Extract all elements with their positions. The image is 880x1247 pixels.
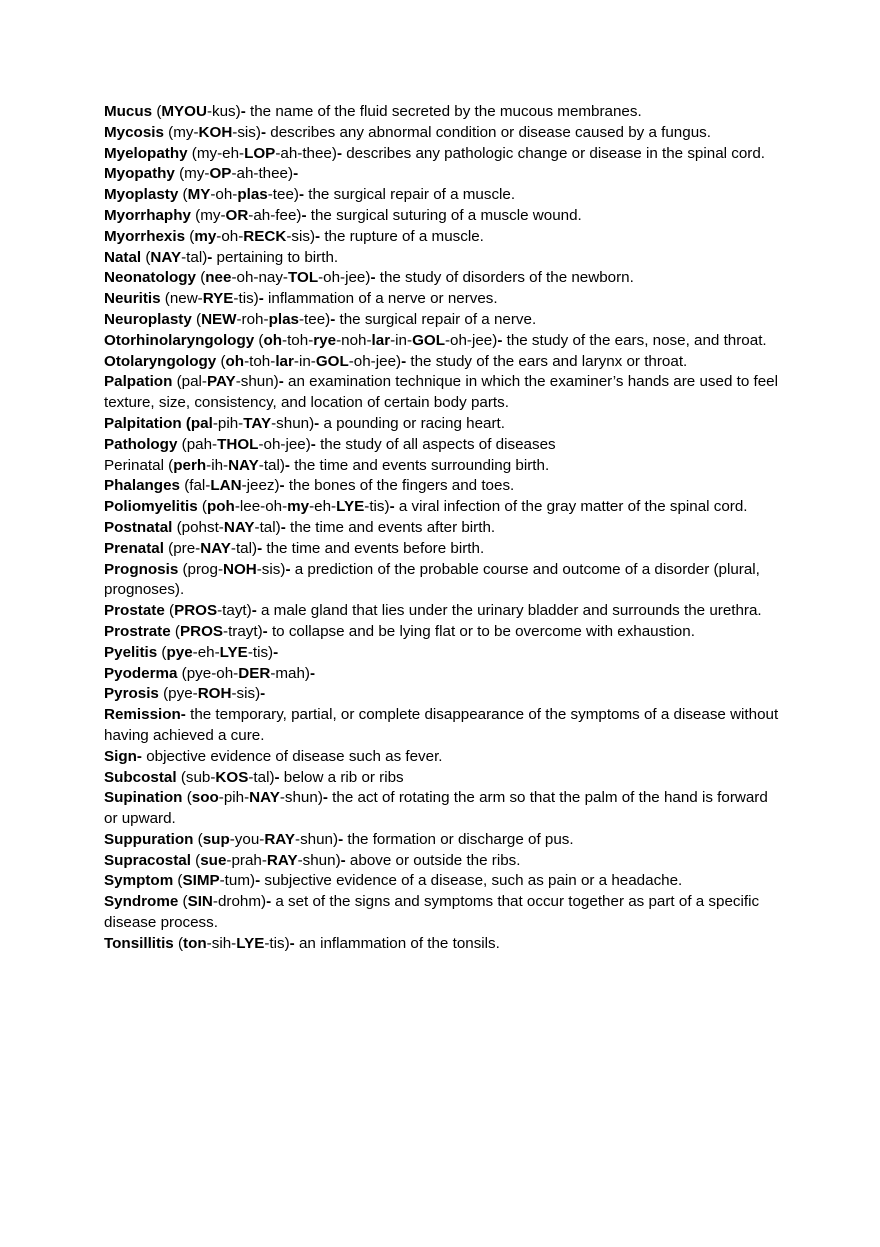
glossary-entry-myelopathy (104, 144, 784, 165)
bold-text: pal (190, 414, 213, 432)
bold-text: - (284, 456, 290, 474)
bold-text: Myopathy (104, 165, 175, 183)
regular-text: the bones of the fingers and toes. (284, 477, 515, 495)
regular-text: -in- (293, 352, 316, 370)
bold-text: Pyrosis (104, 685, 159, 703)
regular-text: -tal) (248, 768, 275, 786)
regular-text: a pounding or racing heart. (319, 414, 505, 432)
regular-text: -oh-jee) (348, 352, 402, 370)
bold-text: lar (275, 352, 294, 370)
regular-text: a set of the signs and symptoms that occur together as part of a specific disease process. (104, 893, 760, 932)
regular-text: the time and events surrounding birth. (289, 456, 550, 474)
bold-text: - (310, 435, 316, 453)
bold-text: - (240, 103, 246, 120)
regular-text: -tis) (247, 643, 274, 661)
glossary-entry-postnatal (104, 518, 784, 539)
regular-text: ( (254, 331, 264, 349)
glossary-entry-neuritis (104, 289, 784, 310)
bold-text: sue (200, 851, 227, 869)
bold-text: - (322, 789, 328, 807)
regular-text: -noh- (336, 331, 372, 349)
regular-text: ( (157, 643, 167, 661)
bold-text: Myelopathy (104, 144, 188, 162)
bold-text: - (340, 851, 346, 869)
bold-text: LYE (336, 498, 365, 516)
bold-text: plas (237, 186, 268, 204)
bold-text: MYOU (161, 103, 207, 120)
bold-text: - (298, 186, 305, 204)
bold-text: - (401, 352, 407, 370)
bold-text: ton (183, 934, 207, 952)
glossary-entry-phalanges (104, 476, 784, 497)
bold-text: LYE (236, 934, 265, 952)
bold-text: - (285, 560, 291, 578)
glossary-entry-remission (104, 705, 784, 747)
regular-text: -you- (229, 830, 265, 848)
bold-text: NOH (223, 560, 257, 578)
bold-text: - (338, 830, 344, 848)
regular-text: -tum) (219, 872, 256, 890)
glossary-entry-syndrome (104, 892, 784, 934)
bold-text: - (315, 227, 321, 245)
regular-text: -tayt) (217, 602, 252, 620)
glossary-entry-mucus (104, 102, 784, 123)
glossary-entry-tonsillitis (104, 934, 784, 955)
glossary-entry-natal (104, 248, 784, 269)
regular-text: below a rib or ribs (279, 768, 404, 786)
glossary-entry-otolaryngology (104, 352, 784, 373)
glossary-entry-prenatal (104, 539, 784, 560)
bold-text: pye (166, 643, 193, 661)
bold-text: Otolaryngology (104, 352, 217, 370)
bold-text: Poliomyelitis (104, 498, 198, 516)
bold-text: rye (313, 331, 337, 349)
bold-text: GOL (412, 331, 445, 349)
regular-text: -sis) (231, 685, 261, 703)
regular-text: the formation or discharge of pus. (343, 830, 574, 848)
bold-text: oh (263, 331, 283, 349)
bold-text: Syndrome (104, 893, 179, 911)
bold-text: Pathology (104, 435, 178, 453)
regular-text: Perinatal ( (104, 456, 174, 474)
glossary-entry-symptom (104, 871, 784, 892)
glossary-entry-neuroplasty (104, 310, 784, 331)
glossary-entry-palpation (104, 372, 784, 414)
bold-text: PROS (174, 602, 218, 620)
bold-text: LOP (244, 144, 276, 162)
glossary-entry-subcostal (104, 768, 784, 789)
bold-text: Pyoderma (104, 664, 178, 682)
regular-text: (pal- (172, 373, 207, 391)
regular-text: -oh-jee) (258, 435, 311, 453)
regular-text: ( (195, 269, 206, 287)
regular-text: a male gland that lies under the urinary bladder and surrounds the urethra. (256, 602, 762, 620)
regular-text: -prah- (226, 851, 267, 869)
bold-text: NAY (223, 518, 255, 536)
bold-text: DER (238, 664, 271, 682)
regular-text: ( (216, 352, 226, 370)
regular-text: -shun) (297, 851, 341, 869)
bold-text: - (389, 498, 395, 516)
bold-text: Suppuration (104, 830, 194, 848)
bold-text: Neonatology (104, 269, 196, 287)
glossary-entry-myopathy (104, 164, 784, 185)
bold-text: MY (187, 186, 211, 204)
glossary-entry-otorhinolaryngology (104, 331, 784, 352)
bold-text: - (289, 934, 295, 952)
glossary-entry-prostrate (104, 622, 784, 643)
bold-text: - (336, 144, 343, 162)
bold-text: Phalanges (104, 477, 180, 495)
bold-text: Palpitation ( (104, 414, 191, 432)
regular-text: -oh-nay- (231, 269, 288, 287)
bold-text: sup (202, 830, 230, 848)
regular-text: -shun) (271, 414, 315, 432)
regular-text: -oh-jee) (318, 269, 371, 287)
regular-text: ( (191, 310, 202, 328)
bold-text: Mucus (104, 103, 153, 120)
glossary-entry-pyoderma (104, 664, 784, 685)
glossary-entry-supination (104, 788, 784, 830)
bold-text: lar (371, 331, 391, 349)
regular-text: the study of disorders of the newborn. (375, 269, 634, 287)
bold-text: Supracostal (104, 851, 191, 869)
regular-text: -tal) (181, 248, 208, 266)
bold-text: ROH (197, 685, 232, 703)
regular-text: -tee) (298, 310, 331, 328)
regular-text: the time and events after birth. (285, 518, 496, 536)
bold-text: my (194, 227, 217, 245)
regular-text: ( (164, 602, 175, 620)
regular-text: ( (173, 934, 184, 952)
bold-text: - (262, 622, 268, 640)
bold-text: Neuroplasty (104, 310, 192, 328)
bold-text: - (260, 123, 267, 141)
regular-text: -roh- (236, 310, 269, 328)
regular-text: -ih- (206, 456, 229, 474)
glossary-entry-pyrosis (104, 684, 784, 705)
glossary-entry-pathology (104, 435, 784, 456)
glossary-entry-prostate (104, 601, 784, 622)
regular-text: objective evidence of disease such as fever. (141, 747, 443, 765)
bold-text: oh (225, 352, 245, 370)
regular-text: ( (190, 851, 201, 869)
bold-text: perh (173, 456, 207, 474)
glossary-entry-myoplasty (104, 185, 784, 206)
regular-text: -tis) (233, 290, 259, 308)
regular-text: -toh- (282, 331, 314, 349)
glossary-entry-mycosis (104, 123, 784, 144)
regular-text: the surgical suturing of a muscle wound. (306, 206, 582, 224)
regular-text: -pih- (212, 414, 244, 432)
bold-text: - (279, 477, 285, 495)
regular-text: (my- (174, 165, 210, 183)
regular-text: ( (178, 893, 188, 911)
regular-text: (pye-oh- (177, 664, 239, 682)
bold-text: - (314, 414, 320, 432)
regular-text: the temporary, partial, or complete disappearance of the symptoms of a disease without having achieved a cure. (104, 706, 779, 744)
regular-text: -ah-thee) (275, 144, 337, 162)
regular-text: (pye- (158, 685, 198, 703)
bold-text: NAY (249, 789, 280, 807)
bold-text: nee (205, 269, 232, 287)
regular-text: above or outside the ribs. (345, 851, 521, 869)
bold-text: Neuritis (104, 290, 161, 308)
glossary-page (104, 102, 784, 955)
bold-text: - (207, 248, 213, 266)
bold-text: - (301, 206, 307, 224)
bold-text: KOS (215, 768, 249, 786)
bold-text: poh (206, 498, 235, 516)
regular-text: (my-eh- (187, 144, 245, 162)
regular-text: describes any abnormal condition or disease caused by a fungus. (266, 123, 711, 141)
regular-text: -eh- (309, 498, 337, 516)
regular-text: ( (141, 248, 151, 266)
regular-text: the time and events before birth. (262, 539, 485, 557)
regular-text: (pah- (177, 435, 218, 453)
bold-text: SIN (187, 893, 213, 911)
bold-text: OP (209, 165, 232, 183)
regular-text: -oh-jee) (444, 331, 498, 349)
regular-text: the name of the fluid secreted by the mucous membranes. (245, 103, 642, 120)
regular-text: -sis) (232, 123, 261, 141)
bold-text: Otorhinolaryngology (104, 331, 255, 349)
bold-text: my (287, 498, 310, 516)
regular-text: -jeez) (241, 477, 280, 495)
bold-text: NEW (201, 310, 237, 328)
regular-text: ( (193, 830, 203, 848)
bold-text: - (280, 518, 286, 536)
regular-text: to collapse and be lying flat or to be overcome with exhaustion. (267, 622, 695, 640)
glossary-entry-poliomyelitis (104, 497, 784, 518)
glossary-entry-supracostal (104, 851, 784, 872)
bold-text: NAY (200, 539, 231, 557)
bold-text: LYE (219, 643, 248, 661)
bold-text: Tonsillitis (104, 934, 174, 952)
bold-text: - (251, 602, 257, 620)
regular-text: (fal- (179, 477, 211, 495)
bold-text: - (274, 768, 280, 786)
bold-text: RECK (243, 227, 287, 245)
bold-text: soo (191, 789, 219, 807)
regular-text: the study of the ears and larynx or throat. (406, 352, 688, 370)
regular-text: -eh- (192, 643, 220, 661)
regular-text: -shun) (235, 373, 279, 391)
regular-text: -tal) (230, 539, 258, 557)
bold-text: plas (268, 310, 299, 328)
regular-text: the study of all aspects of diseases (315, 435, 556, 453)
regular-text: (sub- (176, 768, 216, 786)
regular-text: (my- (190, 206, 226, 224)
bold-text: TOL (288, 269, 319, 287)
bold-text: Sign- (104, 747, 142, 765)
regular-text: -shun) (279, 789, 323, 807)
bold-text: LAN (210, 477, 242, 495)
regular-text: (prog- (178, 560, 223, 578)
regular-text: -ah-fee) (248, 206, 302, 224)
bold-text: - (255, 872, 261, 890)
bold-text: - (293, 165, 299, 183)
regular-text: -sis) (256, 560, 286, 578)
bold-text: Myorrhaphy (104, 206, 191, 224)
regular-text: ( (185, 227, 195, 245)
regular-text: -in- (390, 331, 413, 349)
bold-text: OR (225, 206, 249, 224)
bold-text: - (370, 269, 376, 287)
bold-text: NAY (228, 456, 259, 474)
regular-text: inflammation of a nerve or nerves. (263, 290, 498, 308)
bold-text: NAY (150, 248, 182, 266)
bold-text: GOL (315, 352, 349, 370)
regular-text: ( (197, 498, 207, 516)
regular-text: -tis) (264, 934, 290, 952)
regular-text: ( (170, 622, 180, 640)
regular-text: an examination technique in which the examiner’s hands are used to feel texture, size, consistency, and location of certain body parts. (104, 373, 778, 412)
regular-text: -oh- (216, 227, 244, 245)
bold-text: Pyelitis (104, 643, 158, 661)
regular-text: -lee-oh- (234, 498, 288, 516)
regular-text: -pih- (218, 789, 250, 807)
regular-text: (my- (163, 123, 199, 141)
bold-text: Prostrate (104, 622, 171, 640)
regular-text: -sis) (286, 227, 316, 245)
regular-text: a prediction of the probable course and outcome of a disorder (plural, prognoses). (104, 560, 760, 599)
bold-text: - (273, 643, 279, 661)
regular-text: -shun) (295, 830, 339, 848)
bold-text: PAY (206, 373, 236, 391)
bold-text: - (278, 373, 284, 391)
regular-text: -tis) (364, 498, 390, 516)
regular-text: -mah) (270, 664, 310, 682)
glossary-entry-palpitation (104, 414, 784, 435)
bold-text: Natal (104, 248, 142, 266)
regular-text: -oh- (210, 186, 238, 204)
glossary-entry-myorrhaphy (104, 206, 784, 227)
regular-text: -tal) (258, 456, 285, 474)
bold-text: Myoplasty (104, 186, 179, 204)
regular-text: describes any pathologic change or disease in the spinal cord. (342, 144, 765, 162)
glossary-entry-neonatology (104, 268, 784, 289)
regular-text: (pre- (163, 539, 201, 557)
regular-text: -tal) (254, 518, 281, 536)
glossary-entry-suppuration (104, 830, 784, 851)
bold-text: - (258, 290, 264, 308)
regular-text: the study of the ears, nose, and throat. (502, 331, 767, 349)
glossary-entry-sign (104, 747, 784, 768)
bold-text: Myorrhexis (104, 227, 186, 245)
regular-text: ( (173, 872, 183, 890)
bold-text: Subcostal (104, 768, 177, 786)
glossary-entry-perinatal (104, 456, 784, 477)
bold-text: TAY (243, 414, 272, 432)
regular-text: ( (182, 789, 192, 807)
bold-text: PROS (179, 622, 224, 640)
regular-text: the surgical repair of a muscle. (304, 186, 516, 204)
glossary-entry-prognosis (104, 560, 784, 602)
regular-text: subjective evidence of a disease, such as pain or a headache. (260, 872, 683, 890)
regular-text: a viral infection of the gray matter of the spinal cord. (394, 498, 748, 516)
regular-text: -toh- (244, 352, 276, 370)
bold-text: KOH (198, 123, 233, 141)
bold-text: Prostate (104, 602, 165, 620)
bold-text: - (257, 539, 263, 557)
bold-text: RAY (266, 851, 298, 869)
glossary-entry-myorrhexis (104, 227, 784, 248)
regular-text: the act of rotating the arm so that the palm of the hand is forward or upward. (104, 789, 768, 828)
bold-text: - (266, 893, 272, 911)
bold-text: Mycosis (104, 123, 164, 141)
bold-text: - (330, 310, 336, 328)
regular-text: (pohst- (172, 518, 224, 536)
bold-text: Supination (104, 789, 183, 807)
regular-text: ( (152, 103, 162, 120)
regular-text: ( (178, 186, 188, 204)
regular-text: the rupture of a muscle. (320, 227, 484, 245)
glossary-entry-list (104, 102, 784, 955)
bold-text: RYE (202, 290, 234, 308)
regular-text: -sih- (206, 934, 237, 952)
regular-text: -ah-thee) (231, 165, 294, 183)
bold-text: Symptom (104, 872, 174, 890)
bold-text: Palpation (104, 373, 173, 391)
bold-text: - (260, 685, 266, 703)
regular-text: -tee) (267, 186, 299, 204)
bold-text: Postnatal (104, 518, 173, 536)
regular-text: an inflammation of the tonsils. (294, 934, 500, 952)
regular-text: -kus) (206, 103, 241, 120)
bold-text: Prenatal (104, 539, 164, 557)
bold-text: THOL (217, 435, 259, 453)
bold-text: - (309, 664, 316, 682)
bold-text: RAY (264, 830, 296, 848)
regular-text: (new- (160, 290, 203, 308)
bold-text: Remission- (104, 706, 186, 724)
glossary-entry-pyelitis (104, 643, 784, 664)
regular-text: -trayt) (223, 622, 263, 640)
regular-text: the surgical repair of a nerve. (335, 310, 537, 328)
bold-text: SIMP (182, 872, 220, 890)
regular-text: pertaining to birth. (212, 248, 339, 266)
bold-text: Prognosis (104, 560, 179, 578)
regular-text: -drohm) (212, 893, 267, 911)
bold-text: - (497, 331, 503, 349)
